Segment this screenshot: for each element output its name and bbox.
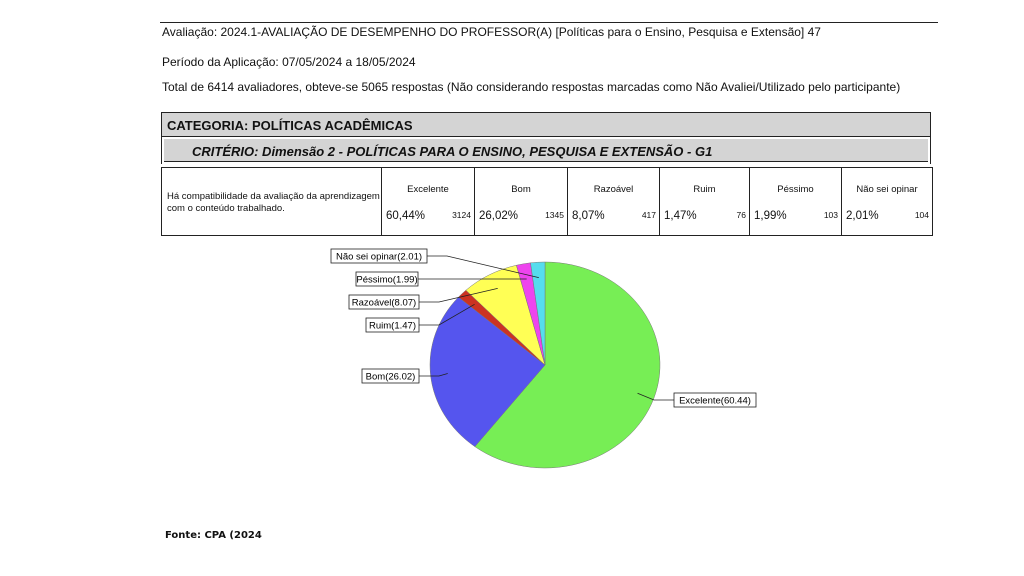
- criterion-title: CRITÉRIO: Dimensão 2 - POLÍTICAS PARA O ENSINO, PESQUISA E EXTENSÃO - G1: [192, 144, 713, 159]
- svg-text:Não sei opinar(2.01): Não sei opinar(2.01): [335, 251, 423, 263]
- svg-text:Péssimo(1.99): Péssimo(1.99): [356, 274, 418, 286]
- slice-label: [349, 295, 419, 309]
- slice-label: [674, 393, 756, 407]
- source-note: Fonte: CPA (2024: [165, 530, 262, 541]
- slice-label: [356, 272, 418, 286]
- result-cell-ruim: Ruim 1,47% 76: [660, 168, 750, 236]
- question-cell: Há compatibilidade da avaliação da aprendizagem com o conteúdo trabalhado.: [162, 168, 382, 236]
- application-period: Período da Aplicação: 07/05/2024 a 18/05/2024: [162, 55, 416, 69]
- result-cell-excelente: Excelente 60,44% 3124: [382, 168, 475, 236]
- result-cell-nao-sei-opinar: Não sei opinar 2,01% 104: [842, 168, 933, 236]
- result-cell-razoavel: Razoável 8,07% 417: [568, 168, 660, 236]
- result-cell-bom: Bom 26,02% 1345: [475, 168, 568, 236]
- slice-label: [362, 369, 419, 383]
- result-cell-pessimo: Péssimo 1,99% 103: [750, 168, 842, 236]
- slice-label: [331, 249, 427, 263]
- svg-text:Bom(26.02): Bom(26.02): [365, 371, 416, 383]
- evaluation-title: Avaliação: 2024.1-AVALIAÇÃO DE DESEMPENHO DO PROFESSOR(A) [Políticas para o Ensino, Pesquisa e Extensão] 47: [162, 25, 821, 39]
- svg-text:Razoável(8.07): Razoável(8.07): [351, 297, 417, 309]
- respondents-summary: Total de 6414 avaliadores, obteve-se 5065 respostas (Não considerando respostas marcadas como Não Avaliei/Utilizado pelo participante): [162, 80, 901, 94]
- svg-text:Ruim(1.47): Ruim(1.47): [369, 320, 416, 332]
- slice-label: [366, 318, 419, 332]
- svg-text:Excelente(60.44): Excelente(60.44): [679, 395, 751, 407]
- category-title: CATEGORIA: POLÍTICAS ACADÊMICAS: [167, 118, 413, 133]
